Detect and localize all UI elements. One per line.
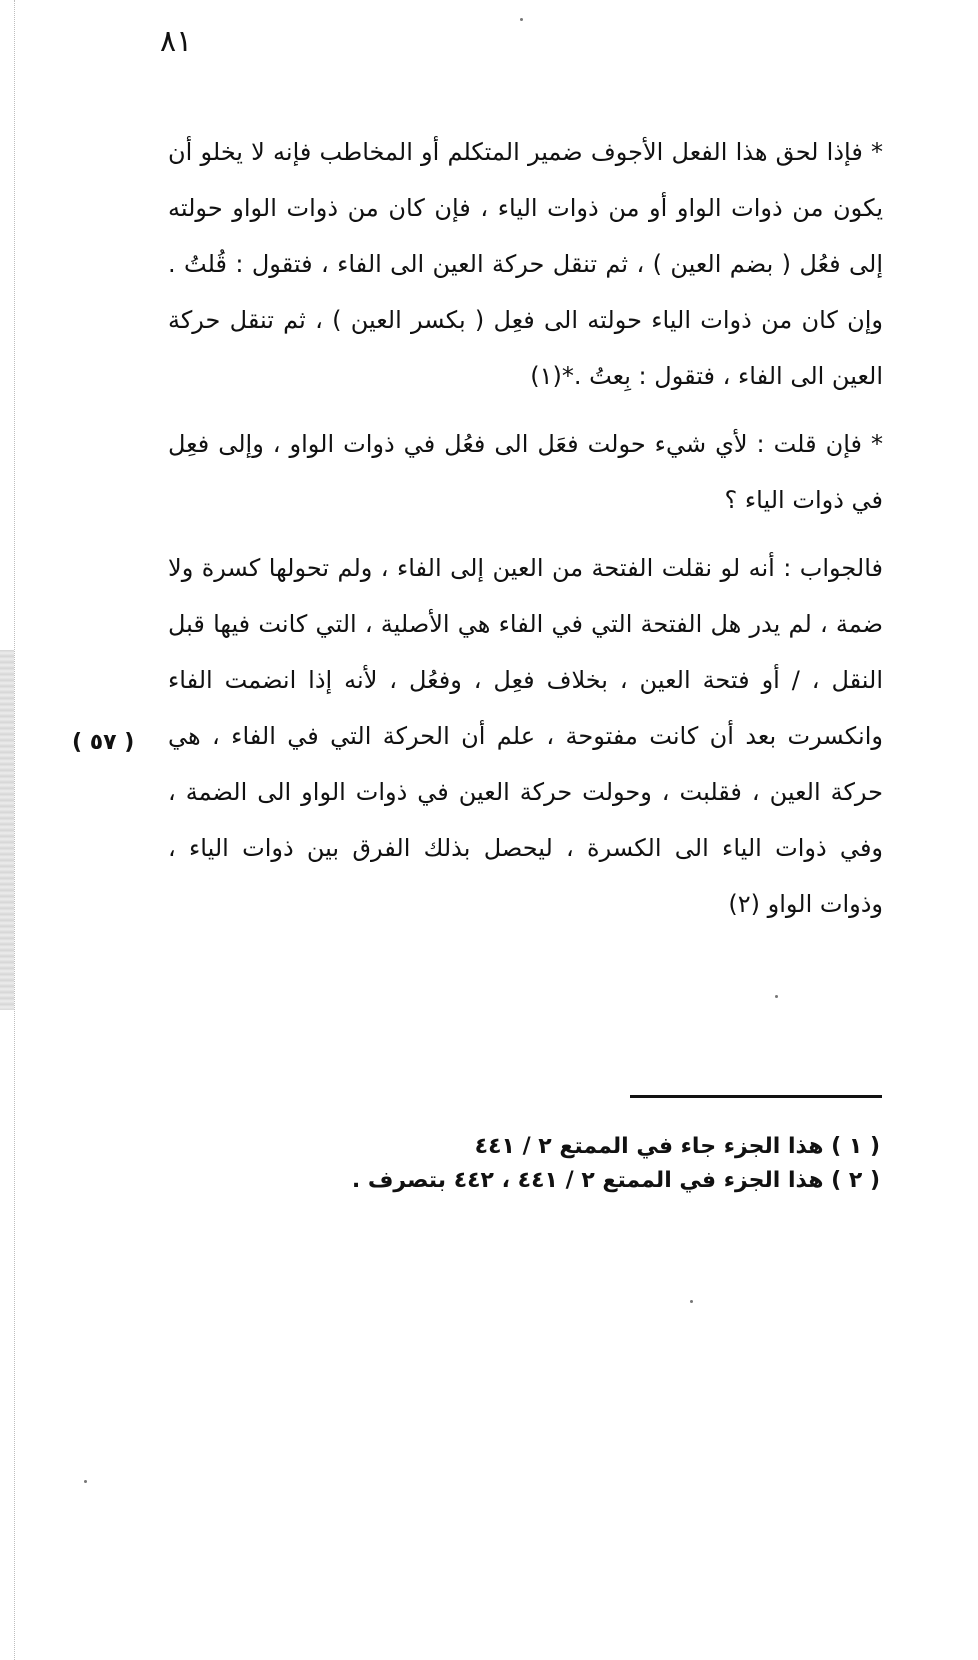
page-number: ٨١ [160, 24, 193, 59]
paragraph-1: * فإذا لحق هذا الفعل الأجوف ضمير المتكلم أو المخاطب فإنه لا يخلو أن يكون من ذوات الواو أو من ذوات الياء ، فإن كان من ذوات الواو حولته إلى فعُل ( بضم العين ) ، ثم تنقل حركة العين الى الفاء ، فتقول : قُلتُ . وإن كان من ذوات الياء حولته الى فعِل ( بكسر العين ) ، ثم تنقل حركة العين الى الفاء ، فتقول : بِعتُ .*(١) [168, 138, 883, 390]
scan-speck [84, 1480, 87, 1483]
scan-binding-shadow [0, 650, 14, 1010]
scan-speck [690, 1300, 693, 1303]
paragraph-2: * فإن قلت : لأي شيء حولت فعَل الى فعُل في ذوات الواو ، وإلى فعِل في ذوات الياء ؟ [168, 430, 883, 514]
footnotes [290, 1130, 880, 1198]
manuscript-folio-marker: ( ٥٧ ) [72, 730, 135, 755]
main-text [168, 124, 883, 932]
paragraph-3: فالجواب : أنه لو نقلت الفتحة من العين إلى الفاء ، ولم تحولها كسرة ولا ضمة ، لم يدر هل الفتحة التي في الفاء هي الأصلية ، التي كانت فيها قبل النقل ، / أو فتحة العين ، بخلاف فعِل ، وفعُل ، لأنه إذا انضمت الفاء وانكسرت بعد أن كانت مفتوحة ، علم أن الحركة التي في الفاء ، هي حركة العين ، فقلبت ، وحولت حركة العين في ذوات الواو الى الضمة ، وفي ذوات الياء الى الكسرة ، ليحصل بذلك الفرق بين ذوات الياء ، وذوات الواو (٢) [168, 554, 883, 918]
scan-speck [775, 995, 778, 998]
footnote-2: ( ٢ ) هذا الجزء في الممتع ٢ / ٤٤١ ، ٤٤٢ بتصرف . [351, 1168, 880, 1193]
footnote-1: ( ١ ) هذا الجزء جاء في الممتع ٢ / ٤٤١ [474, 1134, 880, 1159]
scan-speck [520, 18, 523, 21]
footnote-divider [630, 1095, 882, 1098]
